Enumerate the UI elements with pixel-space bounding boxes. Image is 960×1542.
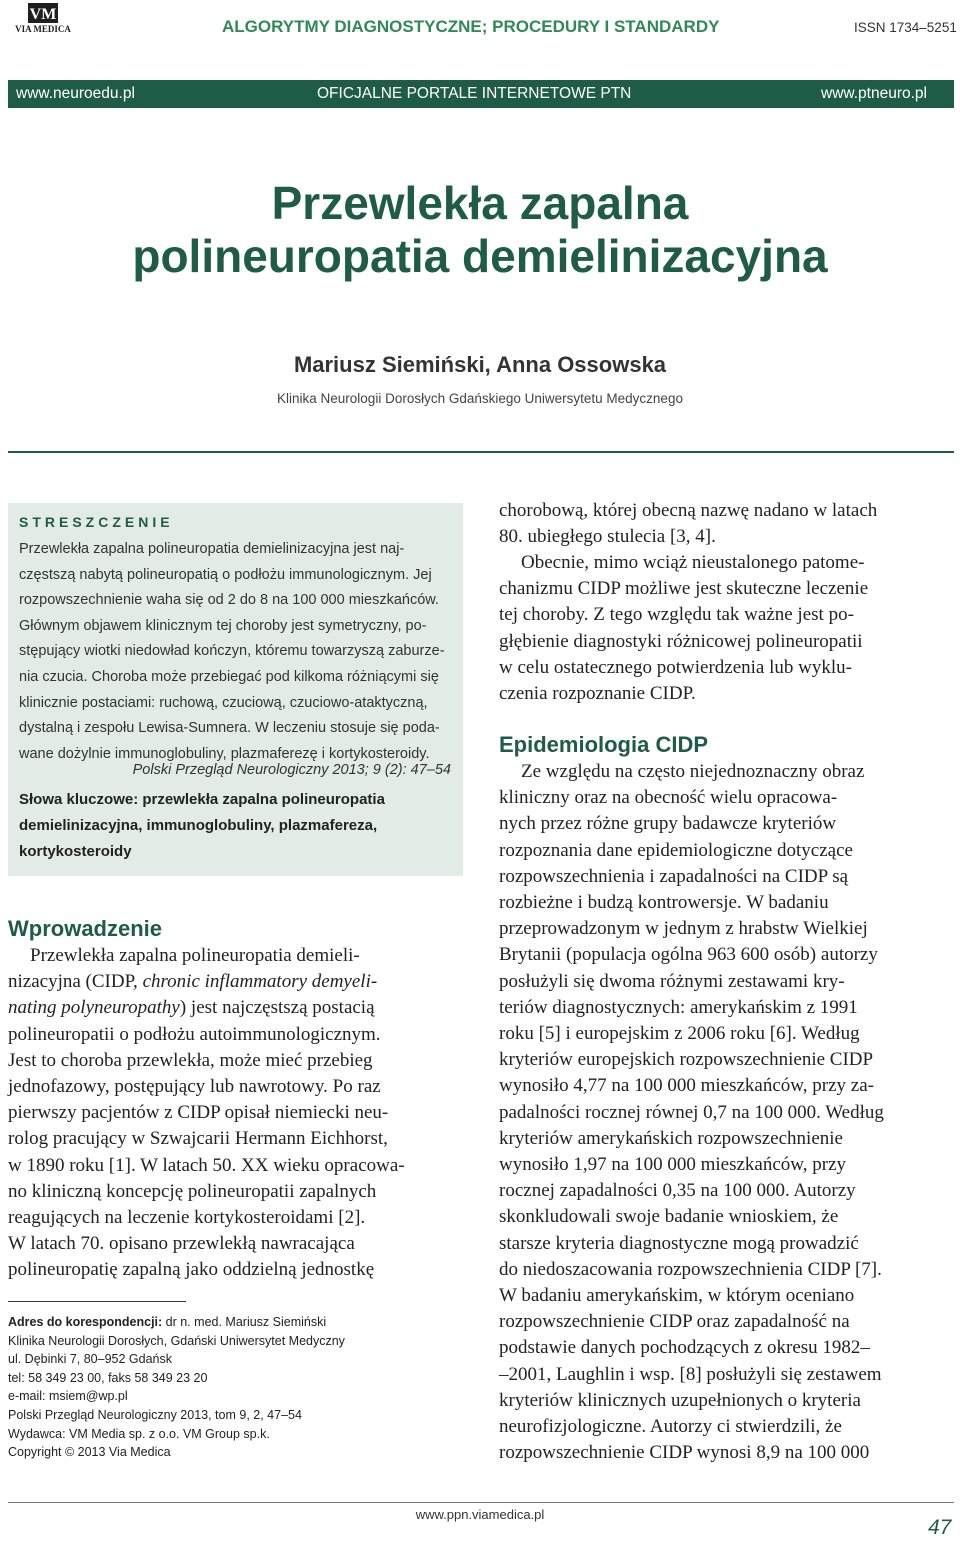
keywords-line: Słowa kluczowe: przewlekła zapalna polineuropatia [19, 791, 385, 808]
right-paragraph-3 [499, 759, 955, 1466]
portal-bar-label: OFICJALNE PORTALE INTERNETOWE PTN [317, 85, 632, 102]
abstract-heading: STRESZCZENIE [19, 514, 174, 530]
body-line: teriów diagnostycznych: amerykańskim z 1991 [499, 996, 858, 1018]
intro-line: rolog pracujący w Szwajcarii Hermann Eichhorst, [8, 1128, 388, 1150]
page-number: 47 [928, 1516, 952, 1539]
body-line: nych przez różne grupy badawcze kryteriów [499, 813, 837, 835]
abstract-body [19, 537, 451, 767]
abstract-line: stępujący wiotki niedowład kończyn, któremu towarzyszą zaburze- [19, 643, 445, 660]
abstract-line: Przewlekła zapalna polineuropatia demielinizacyjna jest naj- [19, 541, 405, 557]
intro-line: W latach 70. opisano przewlekłą nawracająca [8, 1233, 355, 1255]
body-line: rozpoznania dane epidemiologiczne dotyczące [499, 839, 853, 861]
body-line: kryteriów amerykańskich rozpowszechnienie [499, 1127, 843, 1149]
footnote-line: Klinika Neurologii Dorosłych, Gdański Uniwersytet Medyczny [8, 1333, 345, 1348]
right-paragraph-2 [499, 550, 955, 707]
intro-line [8, 943, 464, 969]
abstract-line: dystalną i zespołu Lewisa-Sumnera. W leczeniu stosuje się poda- [19, 720, 440, 737]
body-line: Obecnie, mimo wciąż nieustalonego patome- [521, 552, 865, 573]
neuroedu-link[interactable]: www.neuroedu.pl [16, 85, 135, 102]
intro-line-text: Przewlekła zapalna polineuropatia demieli- [30, 945, 360, 966]
article-affiliation: Klinika Neurologii Dorosłych Gdańskiego Uniwersytetu Medycznego [277, 391, 683, 406]
logo-text: VIA MEDICA [15, 24, 71, 34]
intro-line-text: nizacyjna (CIDP, [8, 971, 143, 993]
footnote-label: Adres do korespondencji: [8, 1315, 163, 1329]
body-line: rozpowszechnienia i zapadalności na CIDP są [499, 865, 849, 887]
intro-line: polineuropatię zapalną jako oddzielną jednostkę [8, 1259, 375, 1281]
article-authors: Mariusz Siemiński, Anna Ossowska [293, 352, 667, 377]
keywords-line: demielinizacyjna, immunoglobuliny, plazmafereza, [19, 817, 378, 834]
abstract-citation: Polski Przegląd Neurologiczny 2013; 9 (2): 47–54 [132, 762, 451, 778]
body-line: rozpowszechnienie CIDP oraz zapadalność na [499, 1311, 850, 1333]
footnote-email[interactable]: e-mail: msiem@wp.pl [8, 1389, 128, 1404]
body-line: roku [5] i europejskim z 2006 roku [6]. Według [499, 1023, 860, 1045]
body-line: 80. ubiegłego stulecia [3, 4]. [499, 526, 716, 548]
abstract-line: częstszą nabytą polineuropatią o podłożu immunologicznym. Jej [19, 566, 432, 583]
body-line: wynosiło 1,97 na 100 000 mieszkańców, przy [499, 1154, 847, 1176]
footnote-divider [8, 1301, 186, 1302]
article-title-line-2: polineuropatia demielinizacyjna [132, 230, 828, 282]
via-medica-logo [6, 2, 80, 36]
body-line: W badaniu amerykańskim, w którym oceniano [499, 1285, 855, 1307]
body-line: tej choroby. Z tego względu tak ważne jest po- [499, 604, 854, 626]
right-paragraph-1 [499, 498, 955, 550]
footnote-line: tel: 58 349 23 00, faks 58 349 23 20 [8, 1370, 208, 1385]
intro-line-text: ) jest najczęstszą postacią [179, 997, 375, 1019]
body-line: –2001, Laughlin i wsp. [8] posłużyli się zestawem [499, 1363, 882, 1385]
journal-section-title: ALGORYTMY DIAGNOSTYCZNE; PROCEDURY I STANDARDY [222, 17, 720, 36]
ptneuro-link[interactable]: www.ptneuro.pl [821, 85, 927, 102]
body-line: neurofizjologiczne. Autorzy ci stwierdzili, że [499, 1416, 842, 1438]
keywords-line: kortykosteroidy [19, 843, 132, 860]
footnote-line: Wydawca: VM Media sp. z o.o. VM Group sp.k. [8, 1426, 270, 1441]
intro-line: polineuropatii o podłożu autoimmunologicznym. [8, 1023, 381, 1045]
body-line: rocznej zapadalności 0,35 na 100 000. Autorzy [499, 1180, 856, 1202]
body-line: wynosiło 4,77 na 100 000 mieszkańców, przy za- [499, 1075, 874, 1097]
intro-line: reagujących na leczenie kortykosteroidami [2]. [8, 1207, 366, 1229]
body-line: chanizmu CIDP możliwe jest skuteczne leczenie [499, 578, 869, 600]
body-line: kliniczny oraz na obecność wielu opracowa- [499, 787, 838, 809]
footnote-line: Polski Przegląd Neurologiczny 2013, tom 9, 2, 47–54 [8, 1407, 302, 1422]
footer-divider [8, 1502, 954, 1503]
body-line: skonkludowali swoje badanie wnioskiem, że [499, 1206, 839, 1228]
intro-line: w 1890 roku [1]. W latach 50. XX wieku opracowa- [8, 1154, 405, 1176]
intro-italic-term: nating polyneuropathy [8, 997, 180, 1019]
intro-line: pierwszy pacjentów z CIDP opisał niemiecki neu- [8, 1102, 389, 1124]
epidemiology-heading: Epidemiologia CIDP [499, 732, 709, 757]
body-line: podstawie danych pochodzących z okresu 1982– [499, 1337, 870, 1359]
intro-line: no kliniczną koncepcję polineuropatii zapalnych [8, 1180, 377, 1202]
body-line: Ze względu na często niejednoznaczny obraz [521, 761, 865, 782]
body-line: kryteriów klinicznych uzupełnionych o kryteria [499, 1389, 861, 1411]
footer-url[interactable]: www.ppn.viamedica.pl [415, 1507, 545, 1522]
body-line: padalności rocznej równej 0,7 na 100 000. Według [499, 1101, 884, 1123]
footnote-line: Copyright © 2013 Via Medica [8, 1445, 171, 1460]
abstract-line: Głównym objawem klinicznym tej choroby jest symetryczny, po- [19, 617, 427, 634]
body-line: w celu ostatecznego potwierdzenia lub wyklu- [499, 656, 852, 678]
keywords [19, 787, 459, 865]
abstract-line: klinicznie postaciami: ruchową, czuciową, czuciowo-ataktyczną, [19, 694, 428, 711]
intro-heading: Wprowadzenie [8, 916, 163, 941]
footnote-line [8, 1313, 468, 1332]
intro-line [8, 995, 464, 1021]
abstract-line: wane dożylnie immunoglobuliny, plazmaferezę i kortykosteroidy. [19, 745, 430, 762]
body-line: głębienie diagnostyki różnicowej polineuropatii [499, 630, 863, 652]
correspondence-footnote [8, 1313, 468, 1462]
body-line: rozbieżne i budzą kontrowersje. W badaniu [499, 892, 829, 914]
body-line: czenia rozpoznanie CIDP. [499, 683, 696, 705]
footnote-line: ul. Dębinki 7, 80–952 Gdańsk [8, 1352, 172, 1367]
body-line: przeprowadzonym w jednym z hrabstw Wielkiej [499, 918, 868, 940]
issn: ISSN 1734–5251 [854, 20, 957, 35]
intro-line: jednofazowy, postępujący lub nawrotowy. Po raz [8, 1076, 381, 1098]
article-title-line-1: Przewlekła zapalna [271, 177, 689, 229]
header-divider [8, 451, 954, 453]
body-line: Brytanii (populacja ogólna 963 600 osób) autorzy [499, 944, 878, 966]
portal-bar [8, 80, 954, 108]
abstract-line: rozpowszechnienie waha się od 2 do 8 na 100 000 mieszkańców. [19, 592, 439, 609]
body-line: starsze kryteria diagnostyczne mogą prowadzić [499, 1232, 859, 1254]
svg-text:VM: VM [29, 6, 57, 23]
body-line: chorobową, której obecną nazwę nadano w latach [499, 500, 878, 521]
footnote-author: dr n. med. Mariusz Siemiński [162, 1315, 327, 1329]
intro-line: Jest to choroba przewlekła, może mieć przebieg [8, 1049, 373, 1071]
intro-body [8, 943, 464, 1284]
body-line: posłużyli się dwoma różnymi zestawami kry- [499, 970, 845, 992]
intro-line [8, 969, 464, 995]
abstract-line: nia czucia. Choroba może przebiegać pod kilkoma różniącymi się [19, 668, 439, 685]
body-line: rozpowszechnienie CIDP wynosi 8,9 na 100 000 [499, 1442, 870, 1464]
body-line: do niedoszacowania rozpowszechnienia CIDP [7]. [499, 1258, 882, 1280]
body-line: kryteriów europejskich rozpowszechnienie CIDP [499, 1049, 874, 1071]
intro-italic-term: chronic inflammatory demyeli- [142, 971, 378, 993]
